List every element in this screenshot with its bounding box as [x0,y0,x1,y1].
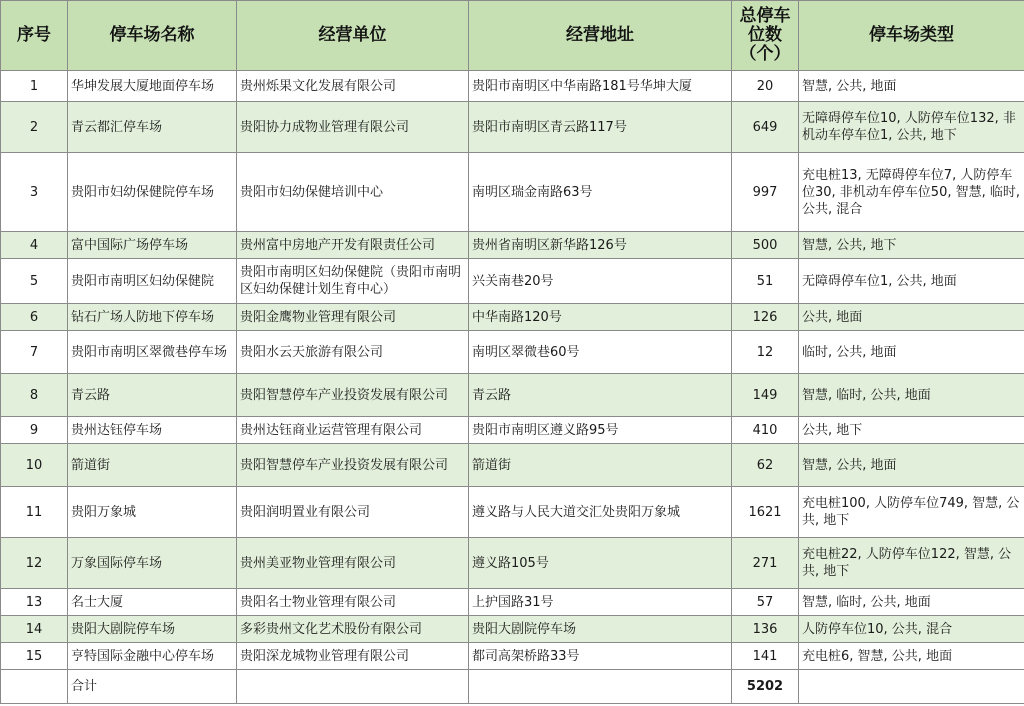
table-row [1,589,1024,616]
cell-name: 亨特国际金融中心停车场 [68,643,237,670]
cell-total: 410 [732,417,799,444]
grand-total: 5202 [732,670,799,704]
cell-no: 3 [1,153,68,232]
table-row [1,153,1024,232]
cell-total: 500 [732,232,799,259]
cell-no: 11 [1,487,68,538]
cell-no: 7 [1,331,68,374]
cell-operator: 贵州富中房地产开发有限责任公司 [237,232,469,259]
cell-name: 贵阳市南明区妇幼保健院 [68,259,237,304]
cell-address: 青云路 [469,374,732,417]
table-row [1,444,1024,487]
cell-address: 南明区瑞金南路63号 [469,153,732,232]
cell-no: 13 [1,589,68,616]
cell-name: 贵阳市妇幼保健院停车场 [68,153,237,232]
cell-operator: 贵阳深龙城物业管理有限公司 [237,643,469,670]
cell-address: 中华南路120号 [469,304,732,331]
cell-name: 青云路 [68,374,237,417]
header-type: 停车场类型 [799,1,1024,71]
cell-no: 9 [1,417,68,444]
cell-name: 青云都汇停车场 [68,102,237,153]
cell-empty [469,670,732,704]
cell-no: 10 [1,444,68,487]
cell-type: 充电桩22, 人防停车位122, 智慧, 公共, 地下 [799,538,1024,589]
cell-no: 4 [1,232,68,259]
cell-no: 12 [1,538,68,589]
table-row [1,487,1024,538]
cell-total: 271 [732,538,799,589]
cell-name: 万象国际停车场 [68,538,237,589]
cell-empty [237,670,469,704]
cell-operator: 贵阳金鹰物业管理有限公司 [237,304,469,331]
cell-address: 都司高架桥路33号 [469,643,732,670]
table-row [1,232,1024,259]
cell-type: 智慧, 临时, 公共, 地面 [799,589,1024,616]
cell-no: 14 [1,616,68,643]
cell-address: 贵阳大剧院停车场 [469,616,732,643]
cell-no: 15 [1,643,68,670]
header-operator: 经营单位 [237,1,469,71]
cell-no: 8 [1,374,68,417]
cell-operator: 贵阳名士物业管理有限公司 [237,589,469,616]
cell-address: 箭道街 [469,444,732,487]
cell-name: 箭道街 [68,444,237,487]
cell-type: 充电桩100, 人防停车位749, 智慧, 公共, 地下 [799,487,1024,538]
cell-empty [799,670,1024,704]
header-no: 序号 [1,1,68,71]
cell-type: 公共, 地面 [799,304,1024,331]
table-row [1,71,1024,102]
cell-operator: 贵州美亚物业管理有限公司 [237,538,469,589]
table-row [1,331,1024,374]
cell-no: 2 [1,102,68,153]
cell-type: 充电桩6, 智慧, 公共, 地面 [799,643,1024,670]
cell-total: 1621 [732,487,799,538]
cell-total: 649 [732,102,799,153]
total-label: 合计 [68,670,237,704]
cell-type: 智慧, 公共, 地面 [799,444,1024,487]
cell-name: 华坤发展大厦地面停车场 [68,71,237,102]
cell-operator: 贵阳市南明区妇幼保健院（贵阳市南明区妇幼保健计划生育中心） [237,259,469,304]
cell-no: 6 [1,304,68,331]
cell-total: 149 [732,374,799,417]
cell-no-empty [1,670,68,704]
cell-operator: 贵州达钰商业运营管理有限公司 [237,417,469,444]
cell-operator: 贵阳水云天旅游有限公司 [237,331,469,374]
cell-operator: 贵阳智慧停车产业投资发展有限公司 [237,374,469,417]
cell-address: 兴关南巷20号 [469,259,732,304]
cell-operator: 贵阳润明置业有限公司 [237,487,469,538]
cell-operator: 贵阳市妇幼保健培训中心 [237,153,469,232]
cell-address: 遵义路105号 [469,538,732,589]
cell-total: 20 [732,71,799,102]
table-row [1,417,1024,444]
cell-no: 5 [1,259,68,304]
cell-type: 智慧, 临时, 公共, 地面 [799,374,1024,417]
cell-type: 临时, 公共, 地面 [799,331,1024,374]
cell-operator: 多彩贵州文化艺术股份有限公司 [237,616,469,643]
table-row [1,643,1024,670]
header-name: 停车场名称 [68,1,237,71]
cell-total: 136 [732,616,799,643]
cell-address: 贵阳市南明区中华南路181号华坤大厦 [469,71,732,102]
table-row [1,374,1024,417]
cell-no: 1 [1,71,68,102]
cell-total: 126 [732,304,799,331]
cell-address: 贵州省南明区新华路126号 [469,232,732,259]
cell-address: 贵阳市南明区遵义路95号 [469,417,732,444]
cell-type: 人防停车位10, 公共, 混合 [799,616,1024,643]
table-row [1,538,1024,589]
cell-type: 公共, 地下 [799,417,1024,444]
header-address: 经营地址 [469,1,732,71]
total-row [1,670,1024,704]
cell-name: 贵阳万象城 [68,487,237,538]
cell-type: 无障碍停车位10, 人防停车位132, 非机动车停车位1, 公共, 地下 [799,102,1024,153]
table-row [1,304,1024,331]
cell-name: 贵阳市南明区翠微巷停车场 [68,331,237,374]
header-total: 总停车位数（个） [732,1,799,71]
header-row [1,1,1024,71]
cell-type: 智慧, 公共, 地下 [799,232,1024,259]
cell-name: 富中国际广场停车场 [68,232,237,259]
cell-total: 141 [732,643,799,670]
cell-type: 无障碍停车位1, 公共, 地面 [799,259,1024,304]
cell-address: 遵义路与人民大道交汇处贵阳万象城 [469,487,732,538]
table-row [1,616,1024,643]
cell-name: 贵州达钰停车场 [68,417,237,444]
cell-name: 钻石广场人防地下停车场 [68,304,237,331]
cell-total: 12 [732,331,799,374]
cell-total: 57 [732,589,799,616]
cell-total: 51 [732,259,799,304]
cell-name: 贵阳大剧院停车场 [68,616,237,643]
cell-total: 62 [732,444,799,487]
cell-address: 南明区翠微巷60号 [469,331,732,374]
cell-operator: 贵阳智慧停车产业投资发展有限公司 [237,444,469,487]
cell-type: 智慧, 公共, 地面 [799,71,1024,102]
cell-operator: 贵州烁果文化发展有限公司 [237,71,469,102]
cell-type: 充电桩13, 无障碍停车位7, 人防停车位30, 非机动车停车位50, 智慧, 临时, 公共, 混合 [799,153,1024,232]
cell-operator: 贵阳协力成物业管理有限公司 [237,102,469,153]
cell-address: 上护国路31号 [469,589,732,616]
cell-total: 997 [732,153,799,232]
table-row [1,259,1024,304]
cell-address: 贵阳市南明区青云路117号 [469,102,732,153]
cell-name: 名士大厦 [68,589,237,616]
table-row [1,102,1024,153]
